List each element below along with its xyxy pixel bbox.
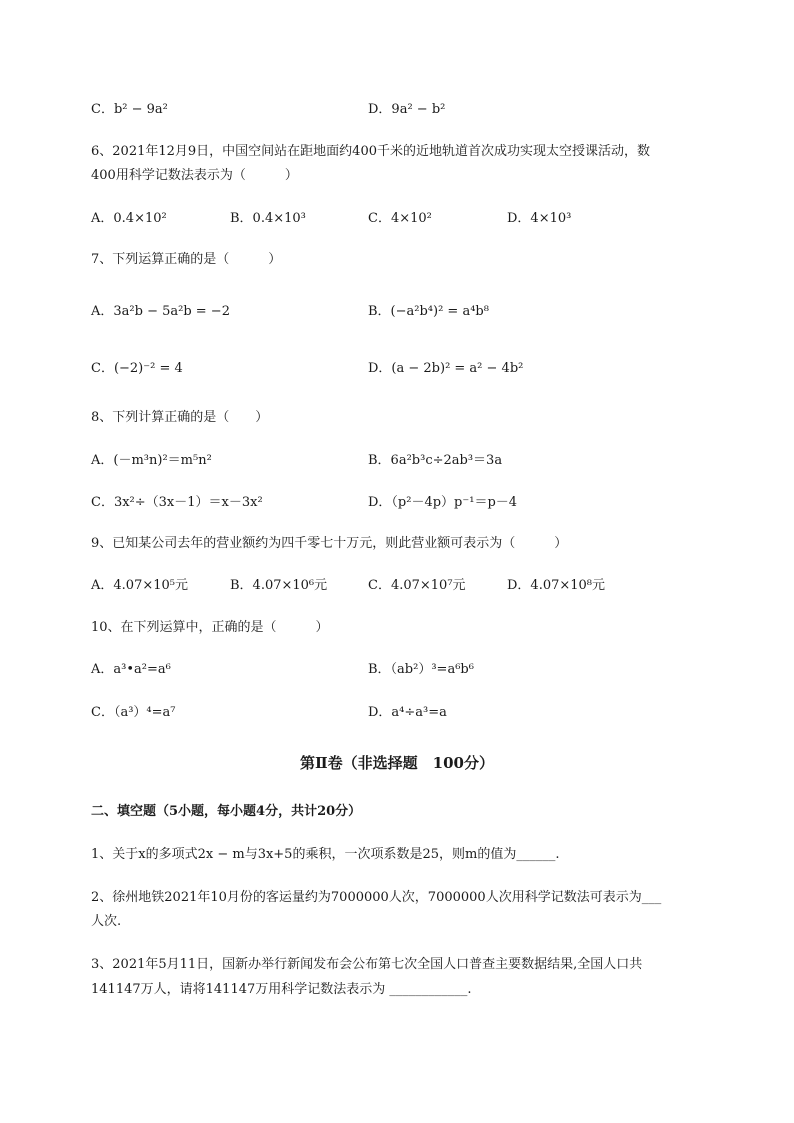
q8-option-a: A．(－m³n)²＝m⁵n² bbox=[91, 453, 212, 468]
part2-title: 第Ⅱ卷（非选择题 100分） bbox=[300, 754, 494, 772]
q8-stem: 8、下列计算正确的是（ ） bbox=[91, 410, 269, 425]
q7-stem: 7、下列运算正确的是（ ） bbox=[91, 252, 282, 267]
q8-option-d: D．（p²－4p）p⁻¹＝p－4 bbox=[368, 495, 518, 510]
q7-option-b: B．(−a²b⁴)² = a⁴b⁸ bbox=[368, 304, 489, 319]
fill-section-heading: 二、填空题（5小题，每小题4分，共计20分） bbox=[91, 804, 362, 819]
q6-stem-line1: 6、2021年12月9日，中国空间站在距地面约400千米的近地轨道首次成功实现太空授课活动，数 bbox=[91, 144, 650, 159]
q6-option-a: A．0.4×10² bbox=[91, 211, 167, 226]
q9-option-a: A．4.07×10⁵元 bbox=[91, 578, 188, 593]
q10-stem: 10、在下列运算中，正确的是（ ） bbox=[91, 620, 329, 635]
fill-question-1: 1、关于x的多项式2x − m与3x+5的乘积，一次项系数是25，则m的值为______. bbox=[91, 847, 560, 862]
q7-option-c: C．(−2)⁻² = 4 bbox=[91, 361, 183, 376]
q10-option-b: B．（ab²）³=a⁶b⁶ bbox=[368, 662, 474, 677]
fill-question-3-line2: 141147万人，请将141147万用科学记数法表示为 ____________. bbox=[91, 982, 472, 997]
q5-option-c: C．b² − 9a² bbox=[91, 102, 168, 117]
q6-option-d: D．4×10³ bbox=[507, 211, 572, 226]
q9-stem: 9、已知某公司去年的营业额约为四千零七十万元，则此营业额可表示为（ ） bbox=[91, 536, 568, 551]
q9-option-c: C．4.07×10⁷元 bbox=[368, 578, 466, 593]
q6-stem-line2: 400用科学记数法表示为（ ） bbox=[91, 168, 298, 183]
q8-option-c: C．3x²÷（3x－1）＝x－3x² bbox=[91, 495, 263, 510]
q9-option-d: D．4.07×10⁸元 bbox=[507, 578, 606, 593]
q9-option-b: B．4.07×10⁶元 bbox=[230, 578, 328, 593]
q6-option-b: B．0.4×10³ bbox=[230, 211, 306, 226]
q10-option-c: C．（a³）⁴=a⁷ bbox=[91, 705, 176, 720]
q7-option-d: D．(a − 2b)² = a² − 4b² bbox=[368, 361, 524, 376]
fill-question-3-line1: 3、2021年5月11日，国新办举行新闻发布会公布第七次全国人口普查主要数据结果,全国人口共 bbox=[91, 957, 643, 972]
q8-option-b: B．6a²b³c÷2ab³＝3a bbox=[368, 453, 503, 468]
fill-question-2-line2: 人次. bbox=[91, 914, 122, 929]
q10-option-a: A．a³•a²=a⁶ bbox=[91, 662, 171, 677]
q5-option-d: D．9a² − b² bbox=[368, 102, 446, 117]
q7-option-a: A．3a²b − 5a²b = −2 bbox=[91, 304, 230, 319]
fill-question-2-line1: 2、徐州地铁2021年10月份的客运量约为7000000人次，7000000人次用科学记数法可表示为___ bbox=[91, 890, 662, 905]
q10-option-d: D．a⁴÷a³=a bbox=[368, 705, 447, 720]
q6-option-c: C．4×10² bbox=[368, 211, 432, 226]
